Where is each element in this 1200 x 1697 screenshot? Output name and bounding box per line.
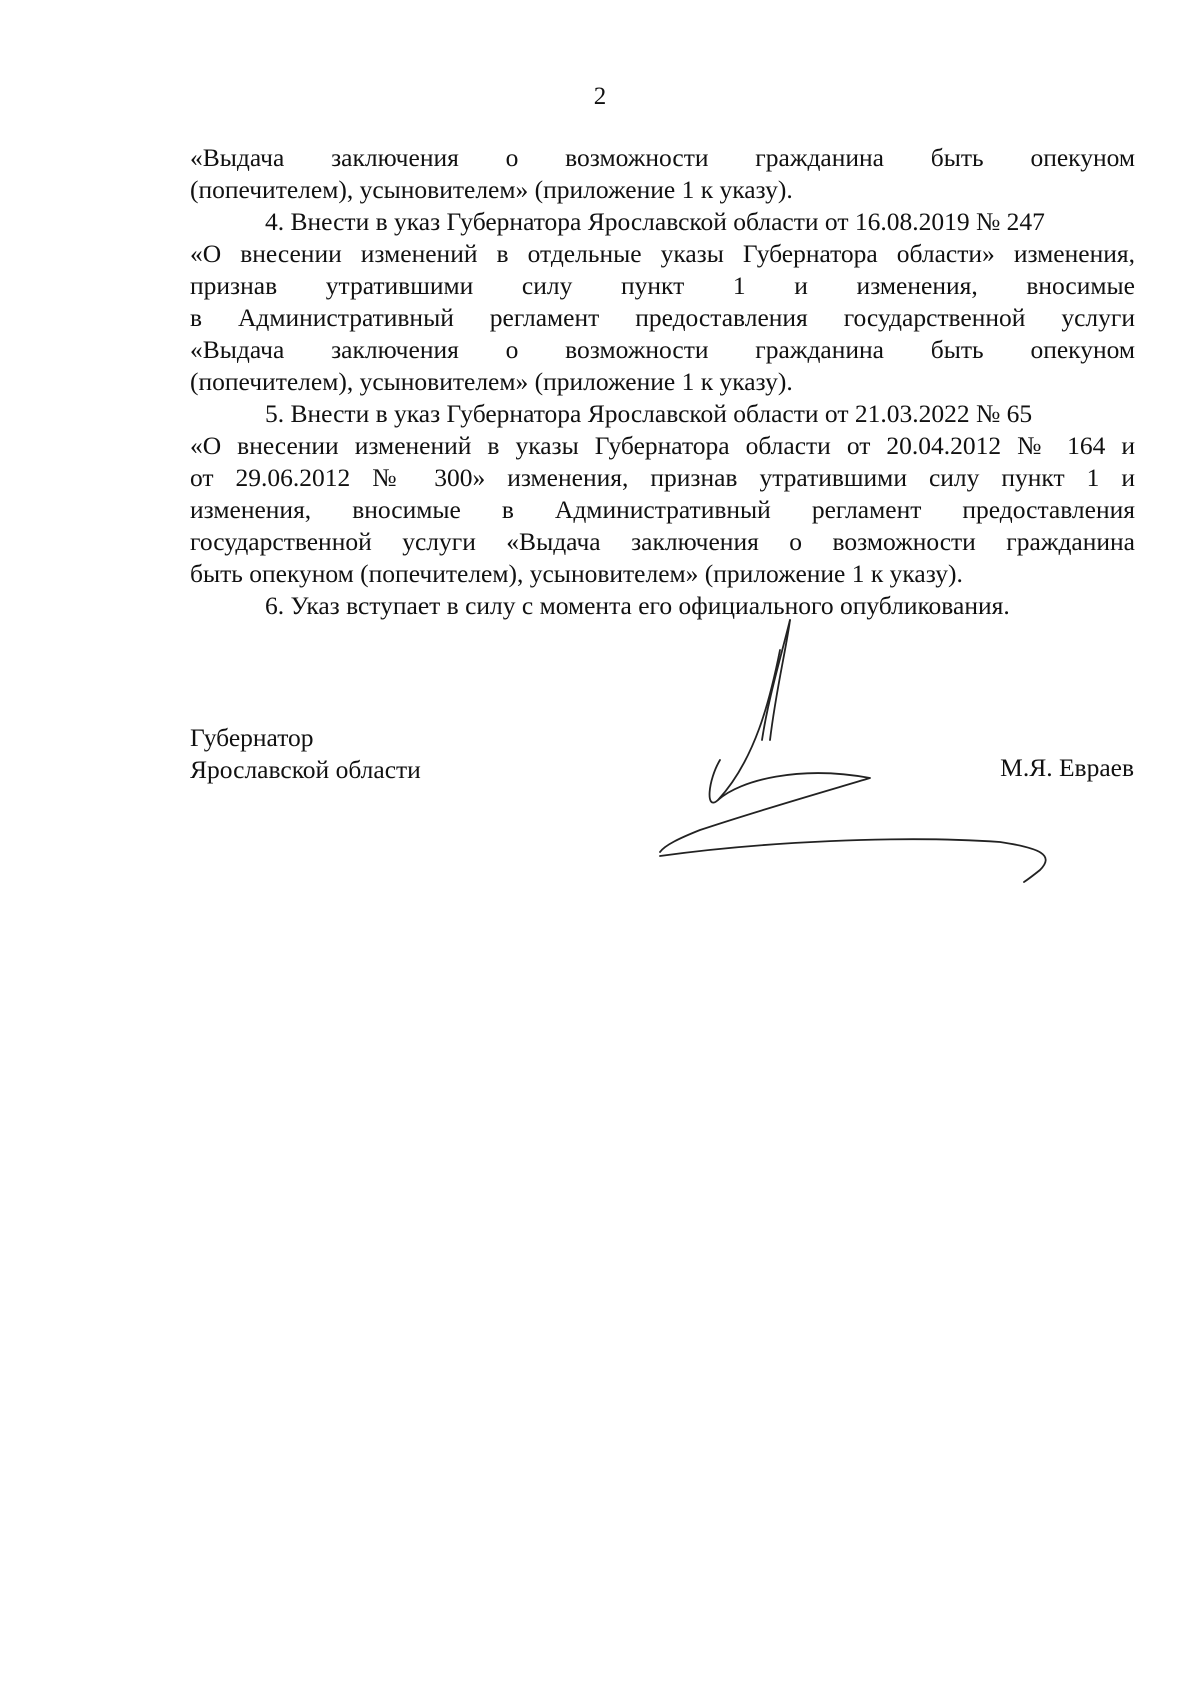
text-line: государственной услуги «Выдача заключения о возможности гражданина: [190, 527, 1135, 556]
text-line: «Выдача заключения о возможности гражданина быть опекуном: [190, 335, 1135, 364]
text-line: признав утратившими силу пункт 1 и изменения, вносимые: [190, 271, 1135, 300]
signature-stroke: [710, 650, 780, 803]
paragraph-4-line: 4. Внести в указ Губернатора Ярославской области от 16.08.2019 № 247: [265, 207, 1045, 236]
signature-position: [190, 722, 421, 786]
text-line: «Выдача заключения о возможности гражданина быть опекуном: [190, 143, 1135, 172]
signer-name: М.Я. Евраев: [1000, 753, 1134, 782]
signature-stroke: [660, 839, 1046, 882]
position-title: Губернатор: [190, 723, 314, 752]
position-region: Ярославской области: [190, 755, 421, 784]
text-line: «О внесении изменений в указы Губернатора области от 20.04.2012 № 164 и: [190, 431, 1135, 460]
signature-stroke: [762, 620, 790, 740]
paragraph-5-line: 5. Внести в указ Губернатора Ярославской области от 21.03.2022 № 65: [265, 399, 1033, 428]
text-line: «О внесении изменений в отдельные указы Губернатора области» изменения,: [190, 239, 1135, 268]
text-line: изменения, вносимые в Административный регламент предоставления: [190, 495, 1135, 524]
paragraph-6-line: 6. Указ вступает в силу с момента его официального опубликования.: [265, 591, 1010, 620]
signature-stroke: [660, 773, 870, 852]
signature-stroke: [770, 620, 790, 740]
text-line: (попечителем), усыновителем» (приложение 1 к указу).: [190, 367, 793, 396]
text-line: от 29.06.2012 № 300» изменения, признав утратившими силу пункт 1 и: [190, 463, 1135, 492]
text-line: быть опекуном (попечителем), усыновителем» (приложение 1 к указу).: [190, 559, 963, 588]
page-number: 2: [593, 83, 607, 110]
document-body: [190, 142, 1135, 622]
text-line: в Административный регламент предоставления государственной услуги: [190, 303, 1135, 332]
text-line: (попечителем), усыновителем» (приложение 1 к указу).: [190, 175, 793, 204]
